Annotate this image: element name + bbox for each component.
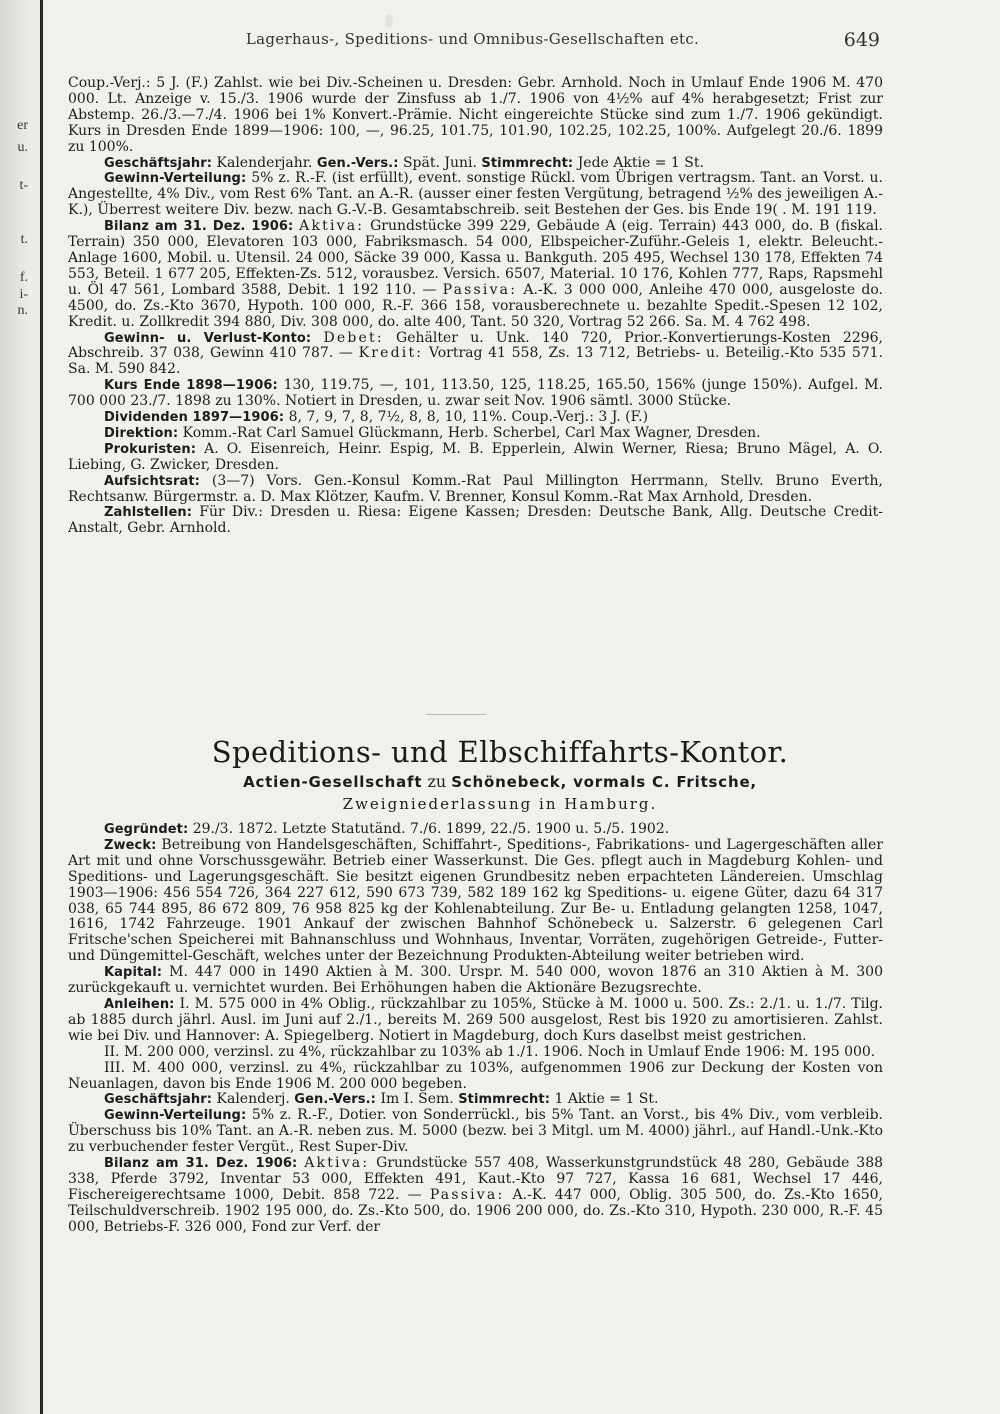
coupon-paragraph: Coup.-Verj.: 5 J. (F.) Zahlst. wie bei Div.-Scheinen u. Dresden: Gebr. Arnhold. Noch in Umlauf Ende 1906 M. 470 000. Lt. Anzeige v. 15./3. 1906 wurde der Zinsfuss ab 1./7. 1906 von 4½% auf 4% herabgesetzt; Frist zur Abstemp. 26./3.—7./4. 1906 bei 1% Konvert.-Prämie. Nicht eingereichte Stücke sind zum 1./7. 1906 gekündigt. Kurs in Dresden Ende 1899—1906: 100, —, 96.25, 101.75, 101.90, 102.25, 102.25, 100%. Aufgelegt 20./6. 1899 zu 100%. xyxy=(68,75,883,155)
entry-continued xyxy=(68,76,883,537)
value-prokuristen: A. O. Eisenreich, Heinr. Espig, M. B. Epperlein, Alwin Werner, Riesa; Bruno Mägel, A. O. Liebing, G. Zwicker, Dresden. xyxy=(68,440,883,473)
label-gewinn-verteilung-2: Gewinn-Verteilung: xyxy=(104,1108,247,1124)
label-kredit: Kredit: xyxy=(358,345,424,362)
value-kurs: 130, 119.75, —, 101, 113.50, 125, 118.25, 165.50, 156% (junge 150%). Aufgel. M. 700 000 23./7. 1898 zu 130%. Notiert in Dresden, u. zwar seit Nov. 1906 sämtl. 3000 Stücke. xyxy=(68,377,884,410)
subtitle-ag: Actien-Gesellschaft xyxy=(243,773,423,791)
label-stimmrecht-2: Stimmrecht: xyxy=(458,1092,551,1108)
label-dividenden: Dividenden 1897—1906: xyxy=(104,410,285,426)
label-gen-vers-2: Gen.-Vers.: xyxy=(294,1092,376,1108)
margin-fragment: n. xyxy=(17,303,28,318)
bilanz-paragraph xyxy=(68,219,883,330)
page-number: 649 xyxy=(843,29,880,51)
company-branch: Zweigniederlassung in Hamburg. xyxy=(342,795,658,813)
label-passiva: Passiva: xyxy=(442,281,518,298)
value-zweck: Betreibung von Handelsgeschäften, Schiffahrt-, Speditions-, Fabrikations- und Lagergeschäften aller Art mit und ohne Vorschussgewähr. Betrieb einer Wasserkunst. Die Ges. pflegt auch in Magdeburg Kohlen- und Speditions- und Lagerungsgeschäft. Sie besitzt eigenen Grundbesitz neben erpachteten Ländereien. Umschlag 1903—1906: 456 554 726, 364 227 612, 590 673 739, 582 189 162 kg Speditions- u. eigene Güter, dazu 64 317 038, 65 744 895, 86 672 809, 76 958 825 kg der Kohlenabteilung. Zur Be- u. Entladung gelangten 1258, 1047, 1616, 1742 Fahrzeuge. 1901 Ankauf der zwischen Bahnhof Schönebeck u. Salzerstr. 6 gelegenen Carl Fritsche'schen Speicherei mit Bahnanschluss und Wohnhaus, Inventar, Vorräten, zugehörigen Getreide-, Futter- und Düngemittel-Geschäft, welches unter der Bezeichnung Produkten-Abteilung weiter betrieben wird. xyxy=(68,836,884,965)
value-gegruendet: 29./3. 1872. Letzte Statutänd. 7./6. 1899, 22./5. 1900 u. 5./5. 1902. xyxy=(192,821,670,837)
kurs-paragraph xyxy=(68,378,883,410)
label-guv: Gewinn- u. Verlust-Konto: xyxy=(104,330,312,346)
margin-fragment: f. xyxy=(19,270,28,285)
value-stimmrecht-2: 1 Aktie = 1 St. xyxy=(554,1091,659,1108)
anleihe-iii-paragraph: III. M. 400 000, verzinsl. zu 4%, rückzahlbar zu 103%, aufgenommen 1906 zur Deckung der Kosten von Neuanlagen, davon bis Ende 1906 M. 200 000 begeben. xyxy=(68,1059,883,1092)
bilanz-paragraph-2 xyxy=(68,1156,883,1236)
entry-speditions-kontor xyxy=(68,822,883,1236)
anleihen-paragraph xyxy=(68,997,883,1045)
value-geschaeftsjahr: Kalenderjahr. xyxy=(216,154,313,171)
label-stimmrecht: Stimmrecht: xyxy=(481,155,574,171)
value-gewinn-verteilung: 5% z. R.-F. (ist erfüllt), event. sonstige Rückl. vom Übrigen vertragsm. Tant. an Vorst. u. Angestellte, 4% Div., vom Rest 6% Tant. an A.-R. (ausser einer festen Vergütung, betragend ½% des jeweiligen A.-K.), Überrest weitere Div. bezw. nach G.-V.-B. Gesamtabschreib. seit Bestehen der Ges. bis Ende 19( . M. 191 119. xyxy=(68,170,884,219)
label-debet: Debet: xyxy=(323,329,384,346)
value-direktion: Komm.-Rat Carl Samuel Glückmann, Herb. Scherbel, Carl Max Wagner, Dresden. xyxy=(182,424,761,441)
kapital-paragraph xyxy=(68,965,883,997)
margin-fragment: i- xyxy=(19,287,28,302)
subtitle-zu: zu xyxy=(427,772,447,791)
value-zahlstellen: Für Div.: Dresden u. Riesa: Eigene Kassen; Dresden: Deutsche Bank, Allg. Deutsche Credit-Anstalt, Gebr. Arnhold. xyxy=(68,504,883,537)
entry-separator xyxy=(426,714,486,715)
value-debet: Gehälter u. Unk. 140 720, Prior.-Konvertierungs-Kosten 2296, Abschreib. 37 038, Gewinn 410 787. — xyxy=(68,329,883,362)
value-gewinn-verteilung-2: 5% z. R.-F., Dotier. von Sonderrückl., bis 5% Tant. an Vorst., bis 4% Div., vom verbleib. Überschuss bis 10% Tant. an A.-R. neben zus. M. 5000 (bezw. bei 3 Mitgl. um M. 4000) jährl., auf Handl.-Unk.-Kto zu verbuchender fester Vergüt., Rest Super-Div. xyxy=(68,1107,883,1156)
paper-blemish xyxy=(385,14,393,28)
gegruendet-paragraph xyxy=(68,822,883,838)
value-gen-vers: Spät. Juni. xyxy=(402,154,477,171)
aufsichtsrat-paragraph xyxy=(68,474,883,506)
label-geschaeftsjahr-2: Geschäftsjahr: xyxy=(104,1092,213,1108)
label-kurs: Kurs Ende 1898—1906: xyxy=(104,378,278,394)
zweck-paragraph xyxy=(68,838,883,965)
running-title: Lagerhaus-, Speditions- und Omnibus-Gesellschaften etc. xyxy=(245,30,700,48)
value-geschaeftsjahr-2: Kalenderj. xyxy=(216,1091,290,1108)
label-aktiva: Aktiva: xyxy=(299,218,365,235)
subtitle-place: Schönebeck, vormals C. Fritsche, xyxy=(451,773,757,791)
label-gegruendet: Gegründet: xyxy=(104,822,189,837)
value-stimmrecht: Jede Aktie = 1 St. xyxy=(577,154,704,171)
label-zahlstellen: Zahlstellen: xyxy=(104,505,193,521)
label-kapital: Kapital: xyxy=(104,965,163,981)
page-edge-rule xyxy=(40,0,43,1414)
direktion-paragraph xyxy=(68,426,883,442)
gewinn-paragraph xyxy=(68,171,883,219)
label-zweck: Zweck: xyxy=(104,837,157,853)
label-anleihen: Anleihen: xyxy=(104,996,175,1012)
margin-fragment: t. xyxy=(20,232,28,247)
value-passiva: A.-K. 3 000 000, Anleihe 470 000, ausgeloste do. 4500, do. Zs.-Kto 3670, Hypoth. 100 000, R.-F. 366 158, vorausberechnete u. bezahlte Spedit.-Spesen 12 102, Kredit. u. Zollkredit 394 880, Div. 308 000, do. alte 400, Tant. 50 320, Vortrag 52 266. Sa. M. 4 762 498. xyxy=(68,281,884,330)
label-aufsichtsrat: Aufsichtsrat: xyxy=(104,473,200,489)
label-aktiva-2: Aktiva: xyxy=(304,1155,370,1172)
label-passiva-2: Passiva: xyxy=(429,1186,505,1203)
margin-fragment: er xyxy=(17,118,28,133)
company-subtitle xyxy=(0,772,1000,791)
label-prokuristen: Prokuristen: xyxy=(104,441,197,457)
label-geschaeftsjahr: Geschäftsjahr: xyxy=(104,155,213,171)
label-gewinn-verteilung: Gewinn-Verteilung: xyxy=(104,171,247,187)
anleihe-ii-paragraph: II. M. 200 000, verzinsl. zu 4%, rückzahlbar zu 103% ab 1./1. 1906. Noch in Umlauf Ende 1906: M. 195 000. xyxy=(104,1043,876,1060)
zahlstellen-paragraph xyxy=(68,505,883,537)
margin-fragment: u. xyxy=(17,140,28,155)
label-gen-vers: Gen.-Vers.: xyxy=(316,155,399,171)
label-bilanz: Bilanz am 31. Dez. 1906: xyxy=(104,219,294,235)
value-aktiva: Grundstücke 399 229, Gebäude A (eig. Terrain) 443 000, do. B (fiskal. Terrain) 350 000, Elevatoren 103 000, Fabriksmasch. 54 000, Elbspeicher-Zuführ.-Geleis 1, elektr. Beleucht.-Anlage 1600, Mobil. u. Utensil. 24 000, Säcke 39 000, Kassa u. Bankguth. 205 495, Wechsel 130 178, Effekten 74 553, Beteil. 1 677 205, Effekten-Zs. 512, vorausbez. Versich. 6507, Material. 10 176, Kohlen 777, Raps, Rapsmehl u. Öl 47 561, Lombard 3588, Debit. 1 192 110. — xyxy=(68,218,884,298)
gewinn-paragraph-2 xyxy=(68,1108,883,1156)
guv-paragraph xyxy=(68,331,883,379)
label-bilanz-2: Bilanz am 31. Dez. 1906: xyxy=(104,1156,298,1172)
company-title: Speditions- und Elbschiffahrts-Kontor. xyxy=(211,735,789,769)
value-aktiva-2: Grundstücke 557 408, Wasserkunstgrundstück 48 280, Gebäude 388 338, Pferde 3792, Inventar 53 000, Effekten 491, Kaut.-Kto 97 727, Kassa 16 681, Wechsel 17 446, Fischereigerechtsame 1000, Debit. 858 722. — xyxy=(68,1155,884,1203)
value-gen-vers-2: Im I. Sem. xyxy=(380,1091,454,1108)
label-direktion: Direktion: xyxy=(104,425,179,441)
value-kapital: M. 447 000 in 1490 Aktien à M. 300. Urspr. M. 540 000, wovon 1876 an 310 Aktien à M. 300 zurückgekauft u. vernichtet wurden. Bei Erhöhungen haben die Aktionäre Bezugsrechte. xyxy=(68,964,884,997)
dividenden-paragraph xyxy=(68,410,883,426)
margin-fragment: t- xyxy=(19,178,28,193)
value-passiva-2: A.-K. 447 000, Oblig. 305 500, do. Zs.-Kto 1650, Teilschuldverschreib. 1902 195 000, do. Zs.-Kto 500, do. 1906 200 000, do. Zs.-Kto 310, Hypoth. 230 000, R.-F. 45 000, Betriebs-F. 326 000, Fond zur Verf. der xyxy=(68,1186,883,1235)
value-dividenden: 8, 7, 9, 7, 8, 7½, 8, 8, 10, 11%. Coup.-Verj.: 3 J. (F.) xyxy=(288,409,649,426)
value-anleihen: I. M. 575 000 in 4% Oblig., rückzahlbar zu 105%, Stücke à M. 1000 u. 500. Zs.: 2./1. u. 1./7. Tilg. ab 1885 durch jährl. Ausl. im Juni auf 2./1., bereits M. 269 500 ausgelost, Rest bis 1920 zu amortisieren. Zahlst. wie bei Div. und Hannover: A. Spiegelberg. Notiert in Magdeburg, doch Kurs daselbst meist gestrichen. xyxy=(68,995,883,1044)
value-aufsichtsrat: (3—7) Vors. Gen.-Konsul Komm.-Rat Paul Millington Herrmann, Stellv. Bruno Everth, Rechtsanw. Bürgermstr. a. D. Max Klötzer, Kaufm. V. Brenner, Konsul Komm.-Rat Max Arnhold, Dresden. xyxy=(68,472,883,505)
meta-line-2 xyxy=(68,1092,883,1108)
prokuristen-paragraph xyxy=(68,442,883,474)
value-kredit: Vortrag 41 558, Zs. 13 712, Betriebs- u. Beteilig.-Kto 535 571. Sa. M. 590 842. xyxy=(68,345,884,378)
